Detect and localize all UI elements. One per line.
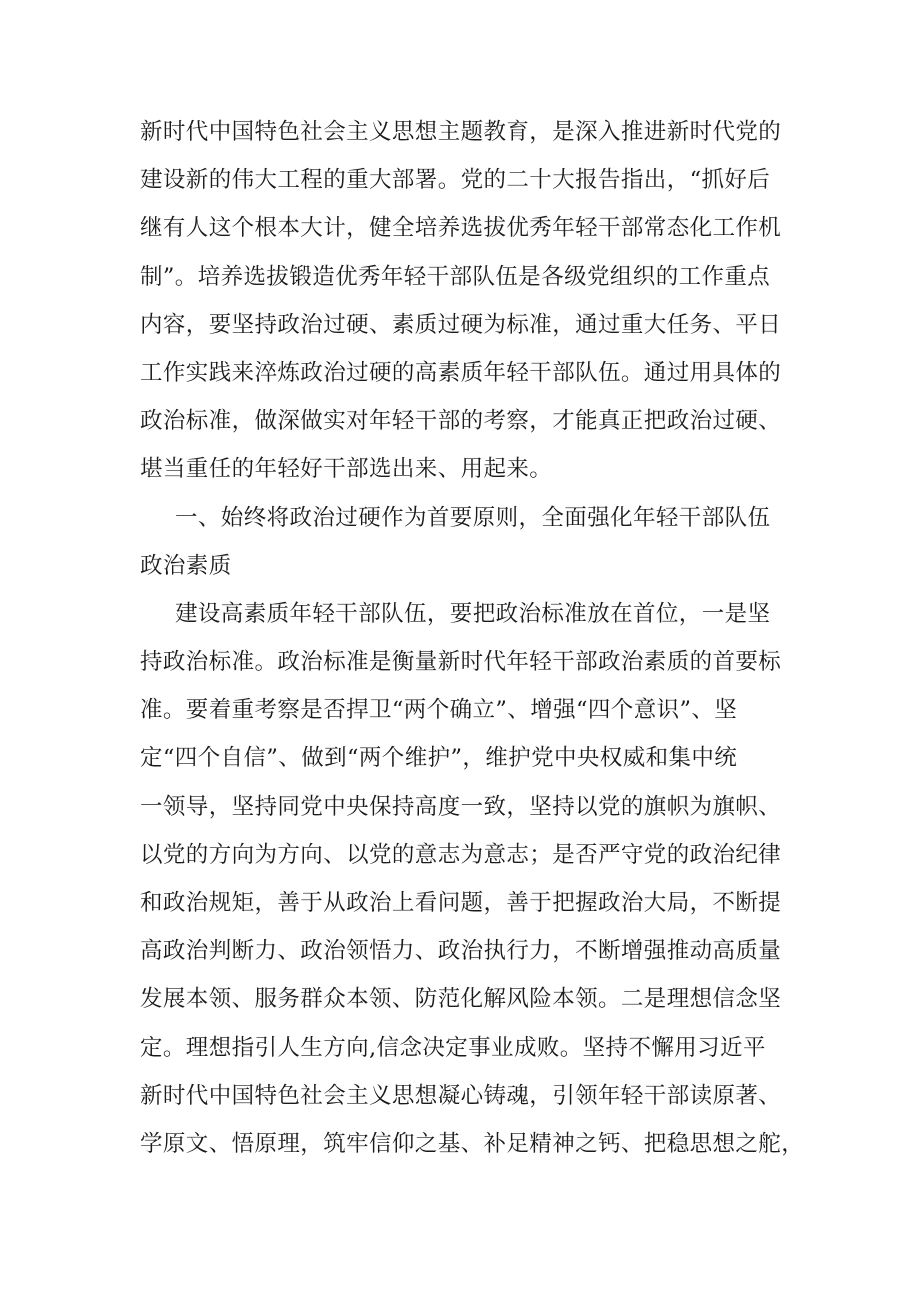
text-line: 堪当重任的年轻好干部选出来、用起来。 <box>140 456 553 483</box>
text-line: 和政治规矩，善于从政治上看问题，善于把握政治大局，不断提 <box>140 890 782 916</box>
text-line: 新时代中国特色社会主义思想主题教育，是深入推进新时代党的 <box>140 119 782 145</box>
text-line: 工作实践来淬炼政治过硬的高素质年轻干部队伍。通过用具体的 <box>140 359 782 386</box>
text-line: 发展本领、服务群众本领、防范化解风险本领。二是理想信念坚 <box>140 986 782 1013</box>
text-line: 一领导，坚持同党中央保持高度一致，坚持以党的旗帜为旗帜、 <box>140 793 782 820</box>
text-line: 制”。培养选拔锻造优秀年轻干部队伍是各级党组织的工作重点 <box>140 263 771 290</box>
text-line: 以党的方向为方向、以党的意志为意志；是否严守党的政治纪律 <box>140 841 782 868</box>
text-line: 建设高素质年轻干部队伍，要把政治标准放在首位，一是坚 <box>175 600 771 627</box>
document-body <box>140 108 805 1168</box>
text-line: 新时代中国特色社会主义思想凝心铸魂，引领年轻干部读原著、 <box>140 1082 782 1109</box>
text-line: 准。要着重考察是否捍卫“两个确立”、增强“四个意识”、坚 <box>140 697 738 724</box>
text-line: 学原文、悟原理，筑牢信仰之基、补足精神之钙、把稳思想之舵， <box>140 1130 805 1157</box>
text-line: 内容，要坚持政治过硬、素质过硬为标准，通过重大任务、平日 <box>140 311 782 338</box>
text-line: 定“四个自信”、做到“两个维护”，维护党中央权威和集中统 <box>140 745 738 772</box>
text-line: 高政治判断力、政治领悟力、政治执行力，不断增强推动高质量 <box>140 938 782 965</box>
text-line: 政治标准，做深做实对年轻干部的考察，才能真正把政治过硬、 <box>140 408 782 435</box>
section-heading-line: 政治素质 <box>140 552 232 579</box>
section-heading-line: 一、始终将政治过硬作为首要原则，全面强化年轻干部队伍 <box>175 504 771 531</box>
text-line: 继有人这个根本大计，健全培养选拔优秀年轻干部常态化工作机 <box>140 215 782 242</box>
text-line: 持政治标准。政治标准是衡量新时代年轻干部政治素质的首要标 <box>140 649 782 676</box>
text-line: 定。理想指引人生方向,信念决定事业成败。坚持不懈用习近平 <box>140 1034 766 1061</box>
text-line: 建设新的伟大工程的重大部署。党的二十大报告指出，“抓好后 <box>140 167 771 194</box>
